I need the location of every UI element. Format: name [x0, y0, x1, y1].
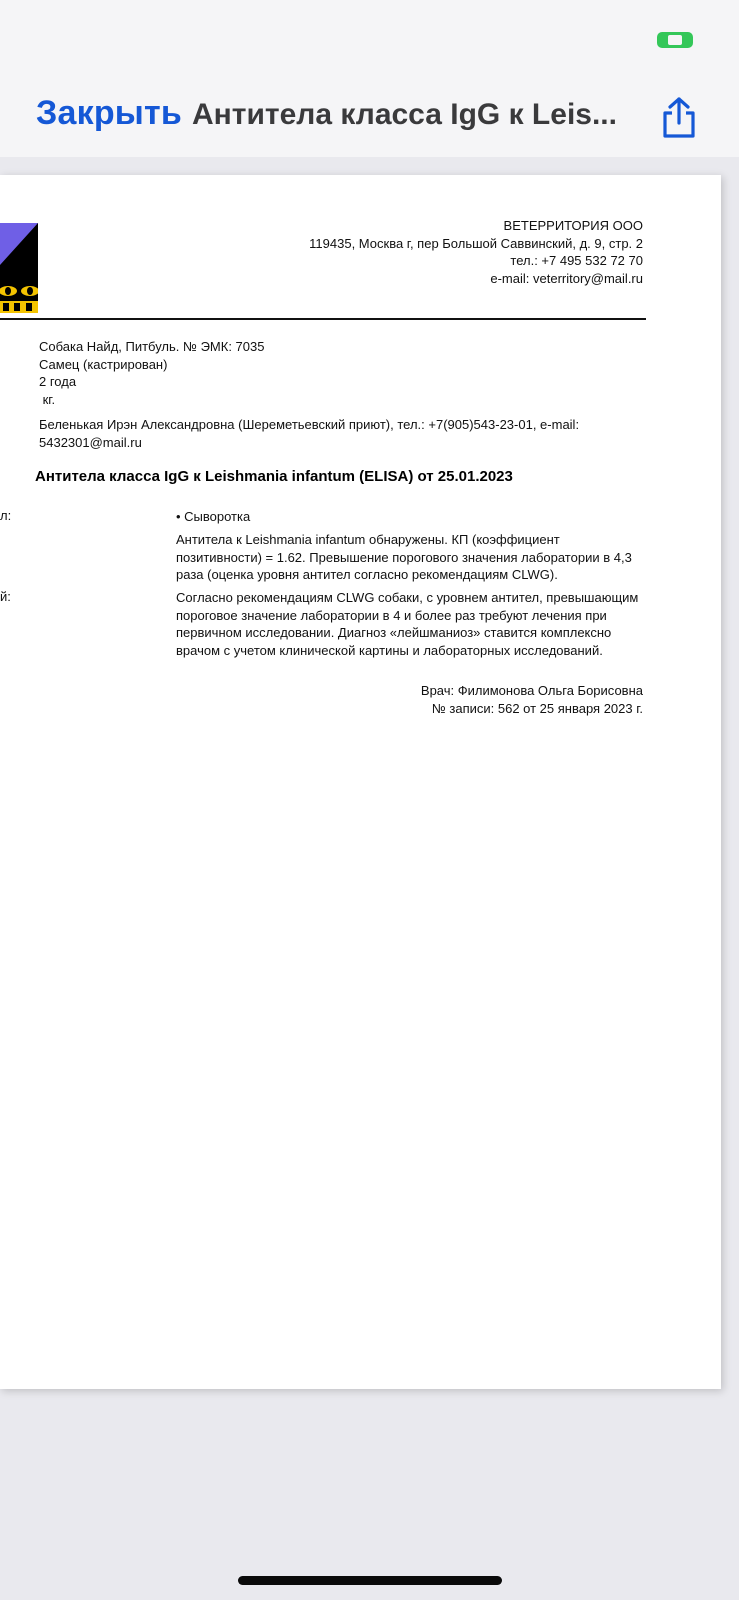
clinic-logo — [0, 223, 38, 313]
clinic-email: e-mail: veterritory@mail.ru — [490, 270, 643, 286]
patient-line: Самец (кастрирован) — [39, 356, 168, 372]
clinic-header — [309, 217, 643, 287]
row-value: Согласно рекомендациям CLWG собаки, с уровнем антител, превышающим пороговое значение лаборатории в 4 и более раз требуют лечения при первичном исследовании. Диагноз «лейшманиоз» ставится комплексно врачом с учетом клинической картины и лабораторных исследований. — [176, 590, 639, 658]
status-indicator-icon — [657, 32, 693, 48]
signature-block — [421, 682, 643, 717]
row-label: й: — [0, 589, 11, 604]
navigation-bar — [0, 0, 739, 157]
clinic-name: ВЕТЕРРИТОРИЯ ООО — [503, 218, 643, 233]
row-value: Антитела к Leishmania infantum обнаружены. КП (коэффициент позитивности) = 1.62. Превышение порогового значения лаборатории в 4,3 раза (оценка уровня антител согласно рекомендациям CLWG). — [176, 532, 632, 582]
owner-info: Беленькая Ирэн Александровна (Шереметьевский приют), тел.: +7(905)543-23-01, e-mail: 5432301@mail.ru — [39, 417, 580, 450]
row-value: • Сыворотка — [176, 509, 251, 524]
test-title: Антитела класса IgG к Leishmania infantum (ELISA) от 25.01.2023 — [35, 468, 513, 485]
share-icon[interactable] — [660, 96, 698, 140]
clinic-phone: тел.: +7 495 532 72 70 — [510, 253, 643, 268]
close-button[interactable]: Закрыть — [36, 94, 182, 132]
patient-line: кг. — [39, 391, 56, 407]
document-page[interactable] — [0, 175, 721, 1389]
record-number: № записи: 562 от 25 января 2023 г. — [431, 700, 643, 716]
header-divider — [0, 318, 646, 320]
patient-line: 2 года — [39, 374, 77, 389]
patient-line: Собака Найд, Питбуль. № ЭМК: 7035 — [39, 339, 265, 354]
patient-info — [39, 338, 264, 408]
doctor-name: Врач: Филимонова Ольга Борисовна — [420, 683, 643, 698]
clinic-address: 119435, Москва г, пер Большой Саввинский, д. 9, стр. 2 — [309, 235, 643, 251]
document-title: Антитела класса IgG к Leis... — [192, 98, 617, 131]
row-label: л: — [0, 508, 12, 523]
home-indicator[interactable] — [238, 1576, 502, 1585]
